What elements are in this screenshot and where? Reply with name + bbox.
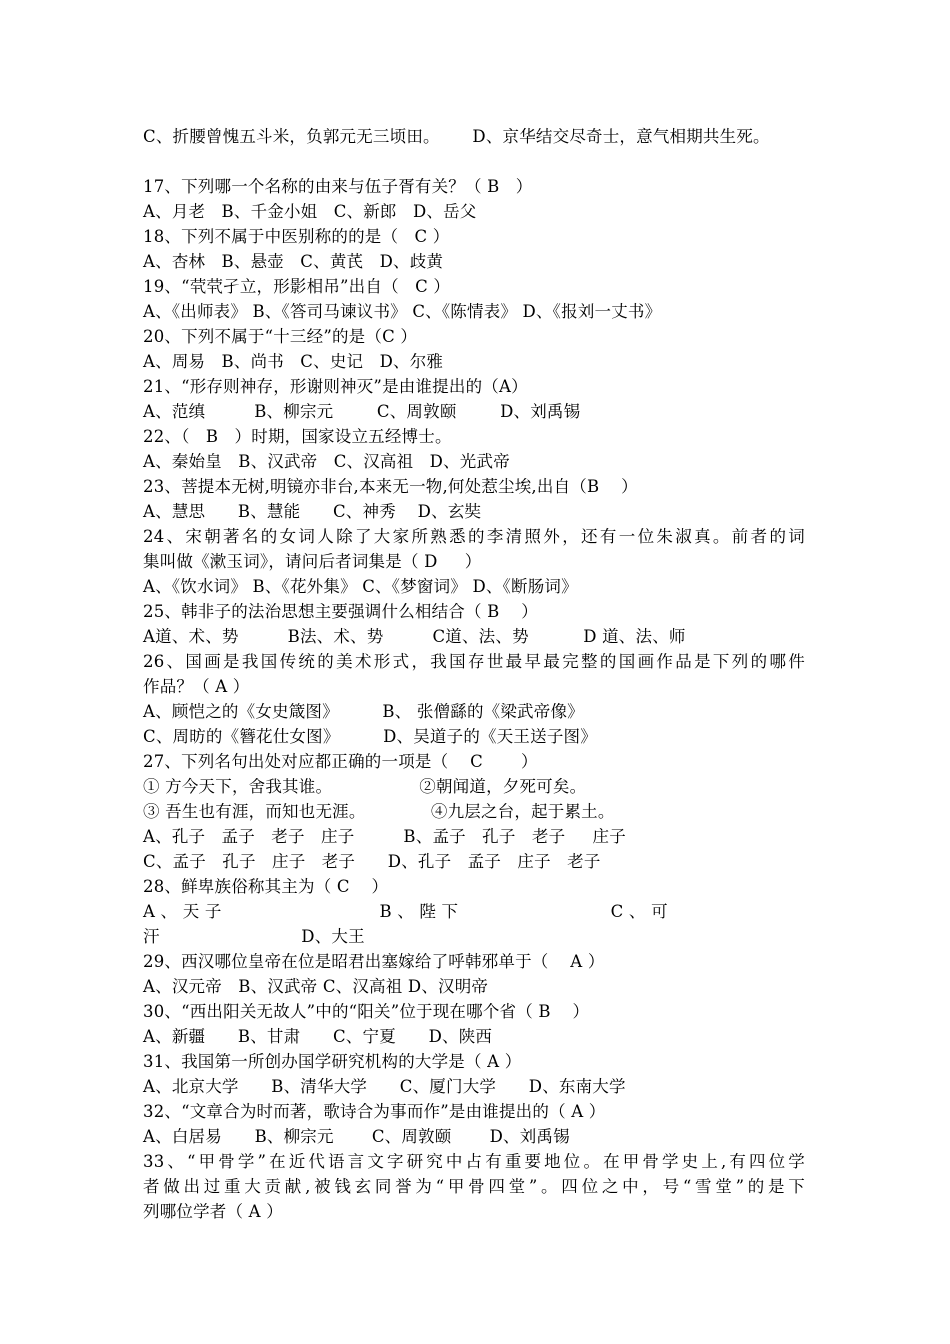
question-17: 17、下列哪一个名称的由来与伍子胥有关？（ B ）	[143, 177, 533, 196]
question-26: 26、国画是我国传统的美术形式，我国存世最早最完整的国画作品是下列的哪件	[143, 652, 805, 671]
question-31: 31、我国第一所创办国学研究机构的大学是（ A ）	[143, 1052, 522, 1071]
options-18: A、杏林 B、悬壶 C、黄芪 D、歧黄	[143, 252, 444, 271]
question-19: 19、“茕茕孑立，形影相吊”出自（ C ）	[143, 277, 451, 296]
question-32: 32、“文章合为时而著，歌诗合为事而作”是由谁提出的（ A ）	[143, 1102, 606, 1121]
question-20: 20、下列不属于“十三经”的是（C ）	[143, 327, 418, 346]
question-22: 22、（ B ）时期，国家设立五经博士。	[143, 427, 452, 446]
question-30: 30、“西出阳关无故人”中的“阳关”位于现在哪个省（ B ）	[143, 1002, 590, 1021]
text-line: C、折腰曾愧五斗米，负郭元无三顷田。 D、京华结交尽奇士，意气相期共生死。	[143, 127, 770, 146]
question-26-cont: 作品？（ A ）	[143, 677, 250, 696]
quotes-27-1: ① 方今天下，舍我其谁。 ②朝闻道，夕死可矣。	[143, 777, 587, 796]
question-24: 24、宋朝著名的女词人除了大家所熟悉的李清照外，还有一位朱淑真。前者的词	[143, 527, 805, 546]
options-23: A、慧思 B、慧能 C、神秀 D、玄奘	[143, 502, 482, 521]
options-27-cd: C、孟子 孔子 庄子 老子 D、孔子 孟子 庄子 老子	[143, 852, 601, 871]
options-26-ab: A、顾恺之的《女史箴图》 B、 张僧繇的《梁武帝像》	[143, 702, 584, 721]
question-21: 21、“形存则神存，形谢则神灭”是由谁提出的（A）	[143, 377, 528, 396]
options-20: A、周易 B、尚书 C、史记 D、尔雅	[143, 352, 444, 371]
quotes-27-2: ③ 吾生也有涯，而知也无涯。 ④九层之台，起于累土。	[143, 802, 615, 821]
options-28: A 、 天 子 B 、 陛 下 C 、 可	[143, 902, 668, 921]
options-30: A、新疆 B、甘肃 C、宁夏 D、陕西	[143, 1027, 493, 1046]
options-29: A、汉元帝 B、汉武帝 C、汉高祖 D、汉明帝	[143, 977, 489, 996]
options-31: A、北京大学 B、清华大学 C、厦门大学 D、东南大学	[143, 1077, 626, 1096]
options-19: A、《出师表》 B、《答司马谏议书》 C、《陈情表》 D、《报刘一丈书》	[143, 302, 662, 321]
options-21: A、范缜 B、柳宗元 C、周敦颐 D、刘禹锡	[143, 402, 581, 421]
options-22: A、秦始皇 B、汉武帝 C、汉高祖 D、光武帝	[143, 452, 510, 471]
question-25: 25、韩非子的法治思想主要强调什么相结合（ B ）	[143, 602, 538, 621]
question-28: 28、鲜卑族俗称其主为（ C ）	[143, 877, 389, 896]
question-33-cont2: 列哪位学者（ A ）	[143, 1202, 283, 1221]
options-28-cont: 汗 D、大王	[143, 927, 365, 946]
question-24-cont: 集叫做《漱玉词》，请问后者词集是（ D ）	[143, 552, 482, 571]
options-26-cd: C、周昉的《簪花仕女图》 D、吴道子的《天王送子图》	[143, 727, 597, 746]
question-27: 27、下列名句出处对应都正确的一项是（ C ）	[143, 752, 538, 771]
question-33-cont: 者做出过重大贡献,被钱玄同誉为“甲骨四堂”。四位之中，号“雪堂”的是下	[143, 1177, 805, 1196]
options-27-ab: A、孔子 孟子 老子 庄子 B、孟子 孔子 老子 庄子	[143, 827, 626, 846]
question-29: 29、西汉哪位皇帝在位是昭君出塞嫁给了呼韩邪单于（ A ）	[143, 952, 605, 971]
question-33: 33、“甲骨学”在近代语言文字研究中占有重要地位。在甲骨学史上,有四位学	[143, 1152, 805, 1171]
question-23: 23、菩提本无树,明镜亦非台,本来无一物,何处惹尘埃,出自（B ）	[143, 477, 638, 496]
options-24: A、《饮水词》 B、《花外集》 C、《梦窗词》 D、《断肠词》	[143, 577, 578, 596]
options-25: A道、术、势 B法、术、势 C道、法、势 D 道、法、师	[143, 627, 686, 646]
question-18: 18、下列不属于中医别称的的是（ C ）	[143, 227, 450, 246]
options-17: A、月老 B、千金小姐 C、新郎 D、岳父	[143, 202, 477, 221]
options-32: A、白居易 B、柳宗元 C、周敦颐 D、刘禹锡	[143, 1127, 570, 1146]
